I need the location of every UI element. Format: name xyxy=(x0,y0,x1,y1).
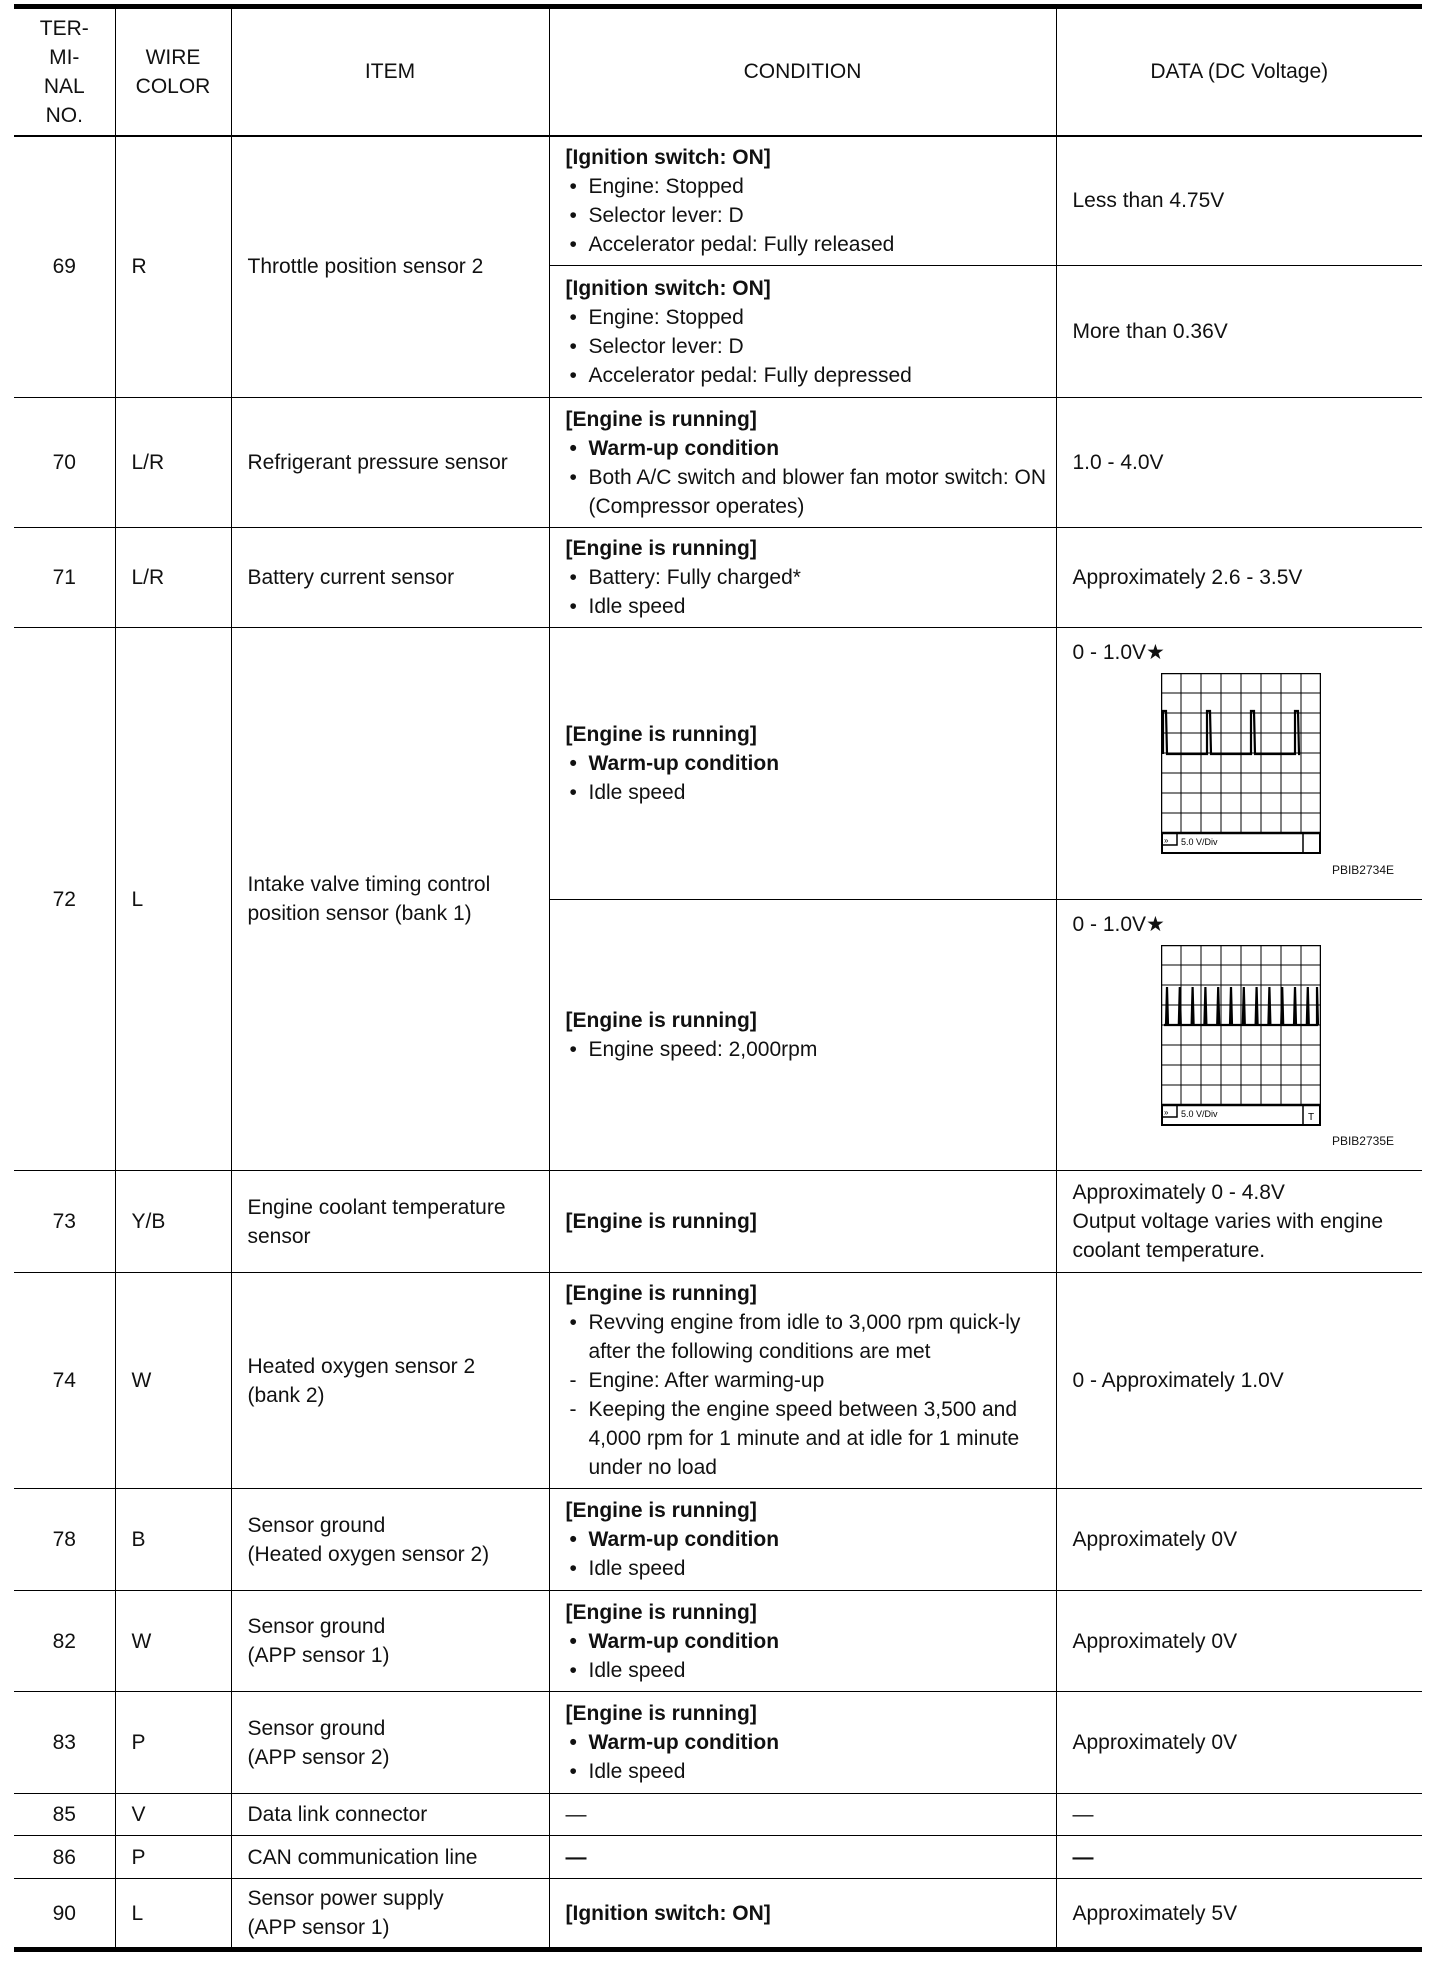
condition-header: [Engine is running] xyxy=(565,1009,757,1032)
condition-header: [Ignition switch: ON] xyxy=(565,1901,771,1925)
data-value: 1.0 - 4.0V xyxy=(1072,451,1164,474)
data-cell xyxy=(1056,900,1422,1171)
condition-bullet xyxy=(566,1757,1048,1786)
svg-text:»: » xyxy=(1163,836,1168,845)
bullet-marker: • xyxy=(569,1760,577,1783)
condition-bullet xyxy=(566,201,1048,230)
data-value: Approximately 5V xyxy=(1072,1901,1238,1925)
condition-bullet xyxy=(566,1395,1048,1482)
terminal-number: 69 xyxy=(14,136,115,398)
bullet-text: Engine: Stopped xyxy=(588,174,744,198)
bullet-text: Engine speed: 2,000rpm xyxy=(588,1038,818,1061)
wire-color: B xyxy=(115,1489,231,1591)
condition-bullet xyxy=(566,1525,1048,1554)
terminal-number: 82 xyxy=(14,1591,115,1692)
terminal-number: 74 xyxy=(14,1273,115,1489)
condition-header: — xyxy=(565,1845,587,1869)
data-value: — xyxy=(1072,1803,1094,1826)
condition-header: [Engine is running] xyxy=(565,407,757,431)
header-terminal: TER- MI- NAL NO. xyxy=(14,7,115,136)
data-value: 0 - 1.0V★ xyxy=(1072,641,1165,664)
item-name: Throttle position sensor 2 xyxy=(231,136,549,398)
condition-bullet xyxy=(566,230,1048,259)
condition-cell xyxy=(549,1489,1056,1591)
data-cell xyxy=(1056,1591,1422,1692)
terminal-number: 71 xyxy=(14,528,115,628)
bullet-marker: • xyxy=(569,465,577,489)
bullet-marker: • xyxy=(569,781,577,804)
condition-cell xyxy=(549,900,1056,1171)
data-cell xyxy=(1056,266,1422,398)
table-row xyxy=(14,1836,1422,1879)
data-value: Approximately 0 - 4.8V Output voltage varies with engine coolant temperature. xyxy=(1072,1181,1384,1262)
bullet-marker: • xyxy=(569,1038,577,1061)
bullet-marker: • xyxy=(569,595,577,618)
condition-header: [Engine is running] xyxy=(565,1282,757,1305)
item-name: Intake valve timing control position sensor (bank 1) xyxy=(231,628,549,1171)
wire-color: P xyxy=(115,1692,231,1794)
table-row xyxy=(14,528,1422,628)
item-name: Data link connector xyxy=(231,1794,549,1836)
header-condition: CONDITION xyxy=(549,7,1056,136)
wire-color: Y/B xyxy=(115,1171,231,1273)
bullet-text: Accelerator pedal: Fully released xyxy=(588,232,895,256)
bullet-marker: • xyxy=(569,1629,577,1653)
bullet-text: Idle speed xyxy=(588,781,686,804)
data-cell xyxy=(1056,1489,1422,1591)
wire-color: L xyxy=(115,628,231,1171)
item-name: Sensor ground (APP sensor 2) xyxy=(231,1692,549,1794)
item-name: Battery current sensor xyxy=(231,528,549,628)
bullet-text: Idle speed xyxy=(588,1557,686,1580)
scope-corner-label: T xyxy=(1307,1112,1314,1123)
bullet-text: Idle speed xyxy=(588,595,686,618)
table-header-row xyxy=(14,7,1422,136)
data-cell xyxy=(1056,1692,1422,1794)
condition-header: [Engine is running] xyxy=(565,537,757,560)
data-cell xyxy=(1056,1836,1422,1879)
bullet-marker: • xyxy=(569,566,577,589)
table-row xyxy=(14,1692,1422,1794)
condition-bullet xyxy=(566,749,1048,778)
condition-header: [Engine is running] xyxy=(565,1702,757,1725)
bullet-marker: • xyxy=(569,1557,577,1580)
data-cell xyxy=(1056,1879,1422,1950)
condition-header: [Ignition switch: ON] xyxy=(565,276,771,300)
wire-color: P xyxy=(115,1836,231,1879)
condition-header: — xyxy=(565,1803,587,1826)
data-cell xyxy=(1056,1273,1422,1489)
bullet-marker: • xyxy=(569,334,577,358)
bullet-marker: • xyxy=(569,1731,577,1754)
wire-color: W xyxy=(115,1591,231,1692)
bullet-marker: • xyxy=(569,305,577,329)
bullet-text: Warm-up condition xyxy=(588,752,780,775)
data-cell xyxy=(1056,398,1422,528)
data-cell xyxy=(1056,628,1422,900)
item-name: CAN communication line xyxy=(231,1836,549,1879)
table-row xyxy=(14,1794,1422,1836)
condition-header: [Ignition switch: ON] xyxy=(565,145,771,169)
condition-cell xyxy=(549,1273,1056,1489)
condition-cell xyxy=(549,628,1056,900)
bullet-text: Revving engine from idle to 3,000 rpm quick-ly after the following conditions are met xyxy=(588,1311,1021,1363)
condition-bullet xyxy=(566,332,1048,361)
bullet-marker: • xyxy=(569,752,577,775)
condition-header: [Engine is running] xyxy=(565,723,757,746)
svg-text:»: » xyxy=(1163,1108,1168,1117)
bullet-text: Idle speed xyxy=(588,1760,686,1783)
condition-bullet xyxy=(566,1554,1048,1583)
item-name: Sensor power supply (APP sensor 1) xyxy=(231,1879,549,1950)
table-row xyxy=(14,1489,1422,1591)
item-name: Heated oxygen sensor 2 (bank 2) xyxy=(231,1273,549,1489)
table-row xyxy=(14,1591,1422,1692)
figure-code: PBIB2734E xyxy=(1331,863,1394,877)
data-cell xyxy=(1056,1171,1422,1273)
condition-cell xyxy=(549,1591,1056,1692)
condition-bullet xyxy=(566,1656,1048,1685)
condition-bullet xyxy=(566,1308,1048,1366)
data-value: — xyxy=(1072,1845,1094,1869)
data-value: Approximately 2.6 - 3.5V xyxy=(1072,566,1303,589)
wire-color: R xyxy=(115,136,231,398)
scope-scale-label: 5.0 V/Div xyxy=(1180,837,1218,847)
item-name: Engine coolant temperature sensor xyxy=(231,1171,549,1273)
condition-cell xyxy=(549,528,1056,628)
bullet-text: Accelerator pedal: Fully depressed xyxy=(588,363,912,387)
header-item: ITEM xyxy=(231,7,549,136)
terminal-number: 73 xyxy=(14,1171,115,1273)
item-name: Sensor ground (APP sensor 1) xyxy=(231,1591,549,1692)
data-value: More than 0.36V xyxy=(1072,320,1228,343)
condition-bullet xyxy=(566,1627,1048,1656)
data-value: 0 - Approximately 1.0V xyxy=(1072,1369,1284,1392)
terminal-number: 86 xyxy=(14,1836,115,1879)
data-value: 0 - 1.0V★ xyxy=(1072,913,1165,936)
bullet-marker: • xyxy=(569,1528,577,1551)
oscilloscope-waveform xyxy=(1161,673,1321,855)
bullet-marker: • xyxy=(569,363,577,387)
terminal-number: 83 xyxy=(14,1692,115,1794)
bullet-text: Selector lever: D xyxy=(588,334,744,358)
condition-cell xyxy=(549,136,1056,266)
wire-color: L xyxy=(115,1879,231,1950)
bullet-marker: • xyxy=(569,174,577,198)
condition-bullet xyxy=(566,303,1048,332)
bullet-marker: • xyxy=(569,1658,577,1682)
terminal-number: 72 xyxy=(14,628,115,1171)
terminal-number: 90 xyxy=(14,1879,115,1950)
condition-cell xyxy=(549,398,1056,528)
condition-bullet xyxy=(566,1366,1048,1395)
bullet-text: Warm-up condition xyxy=(588,1731,780,1754)
condition-bullet xyxy=(566,1035,1048,1064)
condition-bullet xyxy=(566,172,1048,201)
bullet-marker: • xyxy=(569,203,577,227)
data-cell xyxy=(1056,136,1422,266)
bullet-text: Keeping the engine speed between 3,500 and 4,000 rpm for 1 minute and at idle for 1 minute under no load xyxy=(588,1398,1020,1479)
condition-cell xyxy=(549,1794,1056,1836)
bullet-text: Warm-up condition xyxy=(588,436,780,460)
bullet-marker: • xyxy=(569,1311,577,1334)
condition-bullet xyxy=(566,778,1048,807)
data-value: Approximately 0V xyxy=(1072,1528,1238,1551)
condition-cell xyxy=(549,1171,1056,1273)
table-row xyxy=(14,136,1422,266)
table-row xyxy=(14,1879,1422,1950)
bullet-text: Both A/C switch and blower fan motor switch: ON (Compressor operates) xyxy=(588,465,1047,518)
wire-color: W xyxy=(115,1273,231,1489)
wire-color: V xyxy=(115,1794,231,1836)
condition-cell xyxy=(549,1692,1056,1794)
table-row xyxy=(14,398,1422,528)
figure-code: PBIB2735E xyxy=(1331,1134,1394,1148)
condition-bullet xyxy=(566,563,1048,592)
scope-scale-label: 5.0 V/Div xyxy=(1180,1109,1218,1119)
bullet-text: Selector lever: D xyxy=(588,203,744,227)
terminal-data-table xyxy=(14,4,1422,1952)
bullet-text: Engine: Stopped xyxy=(588,305,744,329)
condition-bullet xyxy=(566,434,1048,463)
wire-color: L/R xyxy=(115,528,231,628)
terminal-number: 78 xyxy=(14,1489,115,1591)
table-row xyxy=(14,628,1422,900)
data-value: Approximately 0V xyxy=(1072,1629,1238,1653)
data-cell xyxy=(1056,528,1422,628)
condition-header: [Engine is running] xyxy=(565,1499,757,1522)
header-wire-color: WIRE COLOR xyxy=(115,7,231,136)
bullet-text: Engine: After warming-up xyxy=(588,1369,825,1392)
condition-cell xyxy=(549,1879,1056,1950)
item-name: Sensor ground (Heated oxygen sensor 2) xyxy=(231,1489,549,1591)
data-cell xyxy=(1056,1794,1422,1836)
data-value: Approximately 0V xyxy=(1072,1731,1238,1754)
condition-bullet xyxy=(566,1728,1048,1757)
header-data: DATA (DC Voltage) xyxy=(1056,7,1422,136)
bullet-text: Warm-up condition xyxy=(588,1528,780,1551)
terminal-number: 85 xyxy=(14,1794,115,1836)
bullet-text: Warm-up condition xyxy=(588,1629,780,1653)
condition-bullet xyxy=(566,361,1048,390)
condition-bullet xyxy=(566,463,1048,521)
oscilloscope-waveform xyxy=(1161,945,1321,1127)
terminal-number: 70 xyxy=(14,398,115,528)
bullet-text: Battery: Fully charged* xyxy=(588,566,801,589)
condition-bullet xyxy=(566,592,1048,621)
bullet-text: Idle speed xyxy=(588,1658,686,1682)
condition-cell xyxy=(549,266,1056,398)
bullet-marker: • xyxy=(569,436,577,460)
table-row xyxy=(14,1171,1422,1273)
bullet-marker: - xyxy=(569,1369,577,1392)
bullet-marker: - xyxy=(569,1398,577,1421)
item-name: Refrigerant pressure sensor xyxy=(231,398,549,528)
condition-cell xyxy=(549,1836,1056,1879)
table-row xyxy=(14,1273,1422,1489)
data-value: Less than 4.75V xyxy=(1072,189,1225,213)
condition-header: [Engine is running] xyxy=(565,1210,757,1233)
bullet-marker: • xyxy=(569,232,577,256)
wire-color: L/R xyxy=(115,398,231,528)
condition-header: [Engine is running] xyxy=(565,1600,757,1624)
